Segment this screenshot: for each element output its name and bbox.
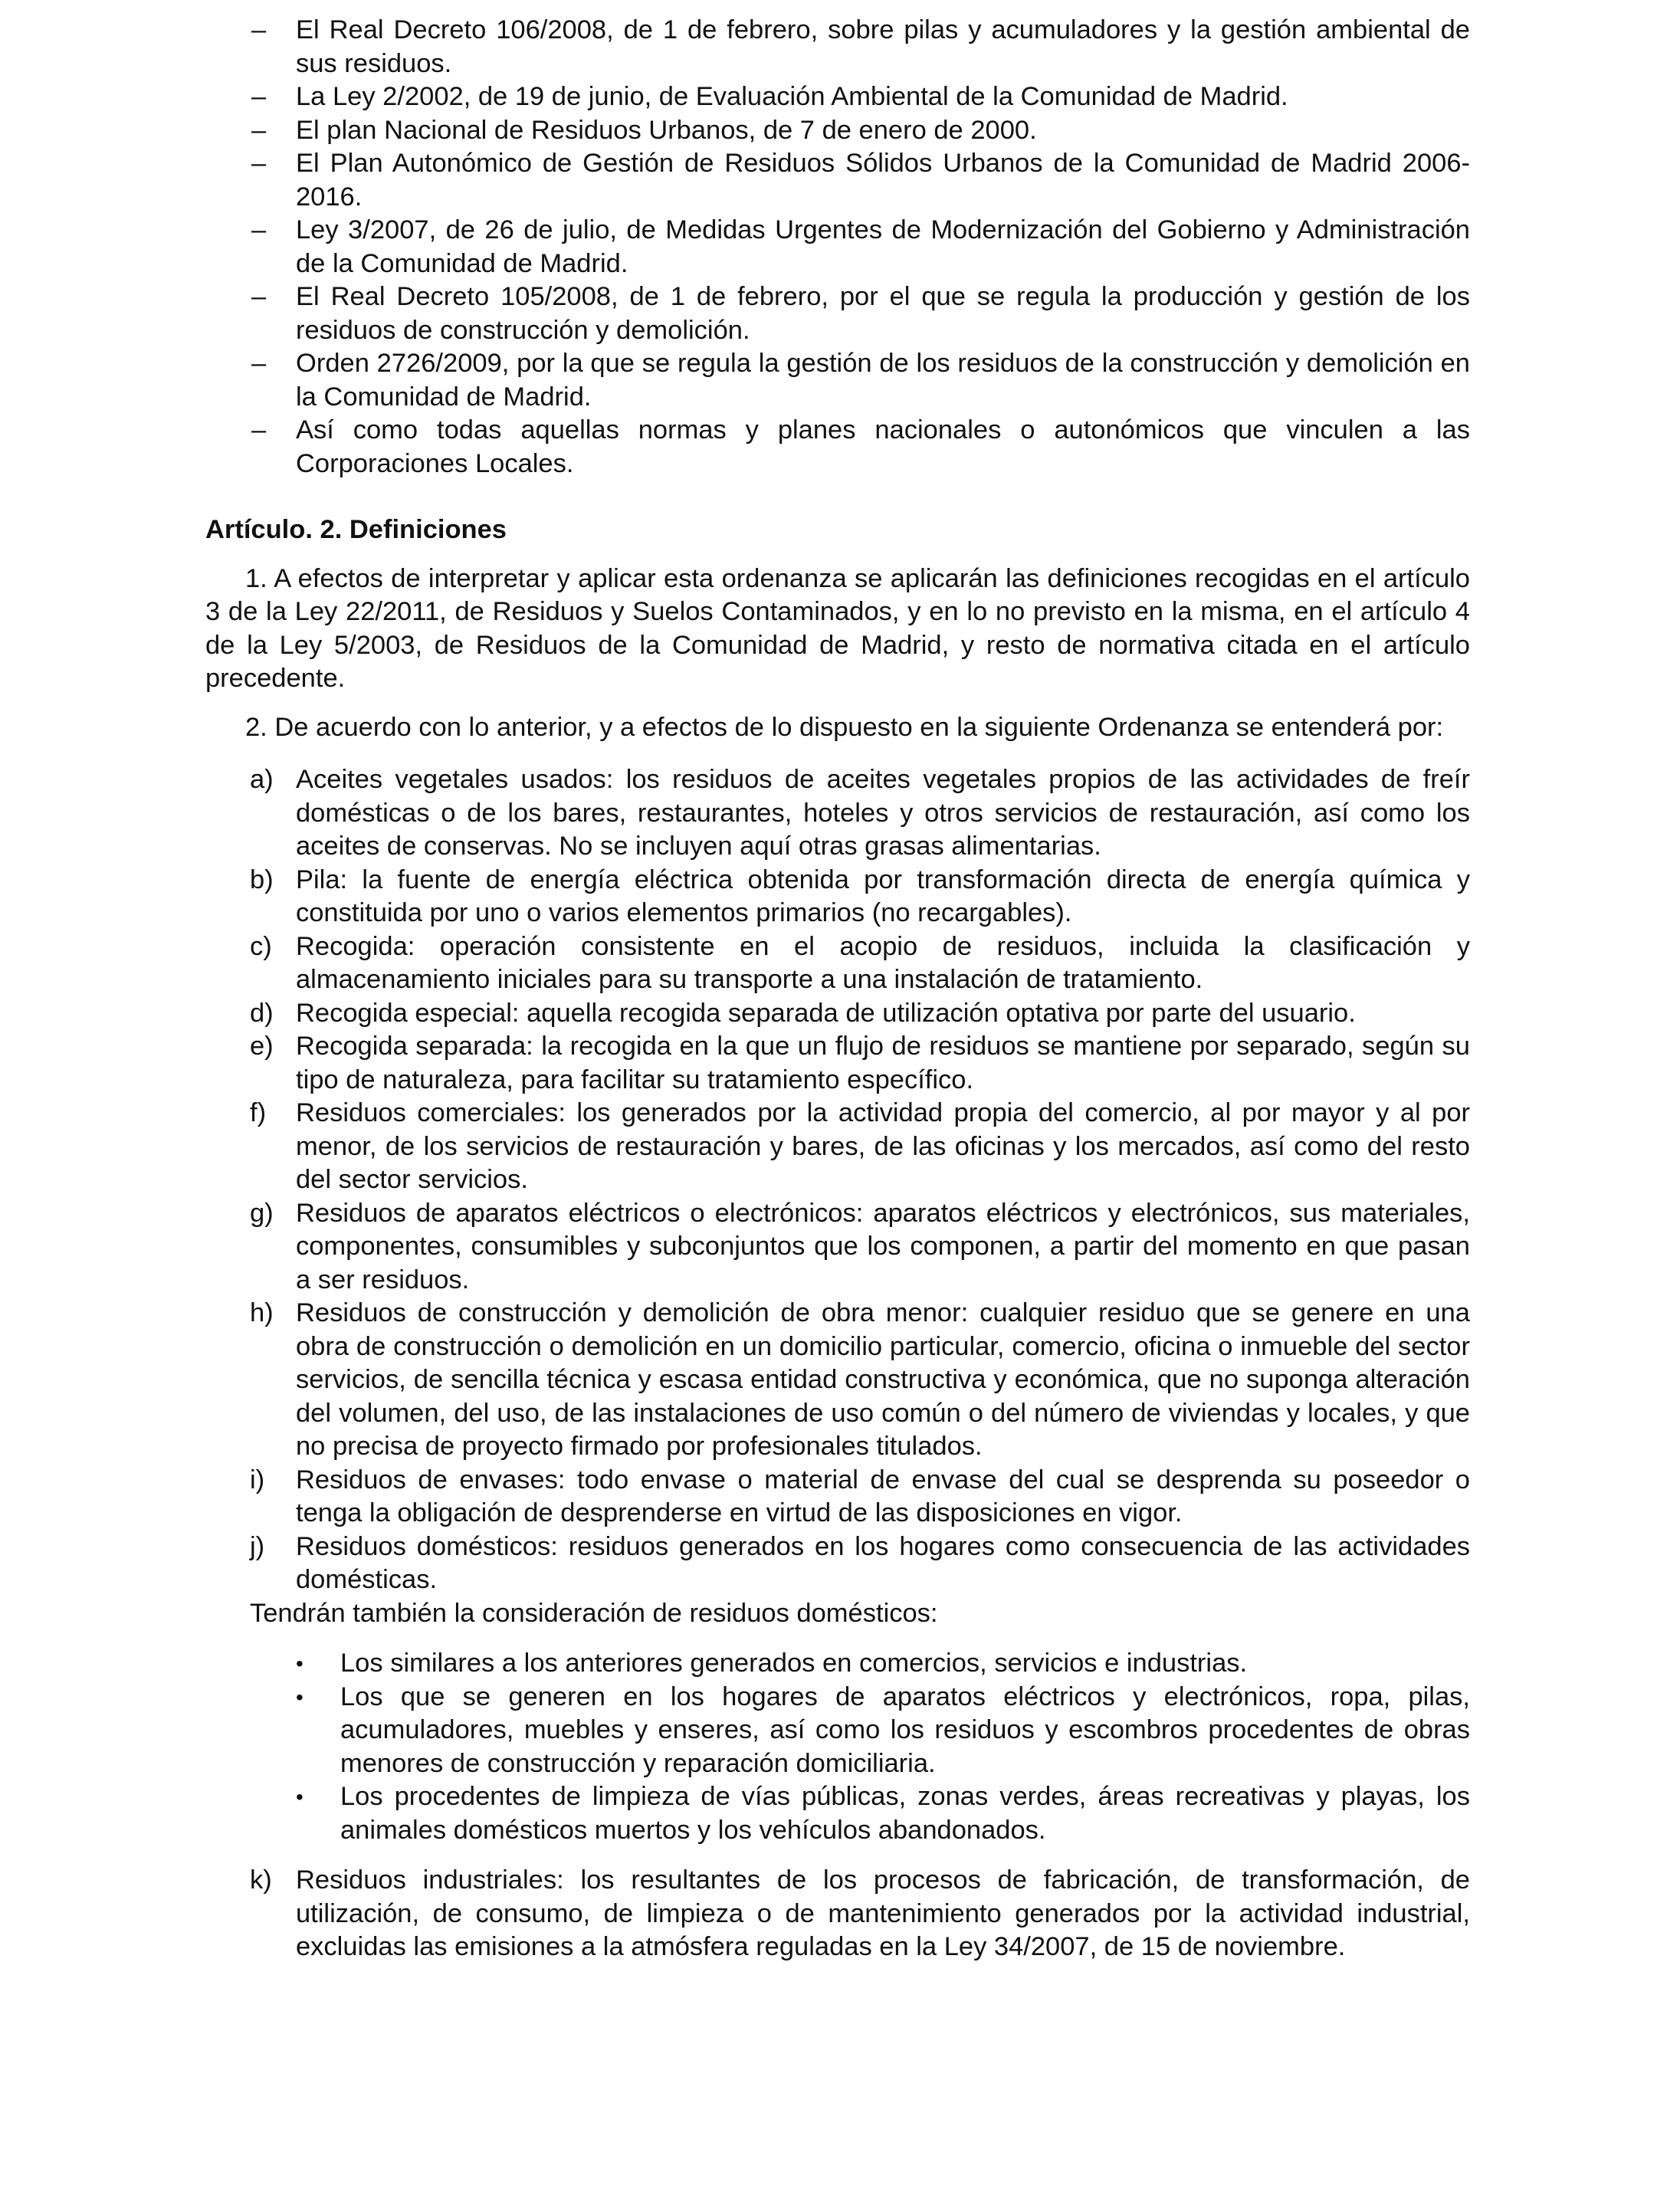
definition-text: Recogida separada: la recogida en la que un flujo de residuos se mantiene por separado, según su tipo de naturaleza, para facilitar su tratamiento específico. (296, 1032, 1470, 1094)
list-item (205, 14, 1470, 80)
dash-marker: – (251, 115, 267, 145)
definition-text: Residuos domésticos: residuos generados en los hogares como consecuencia de las actividades domésticas. (296, 1531, 1470, 1594)
domestic-waste-list (205, 1647, 1470, 1847)
list-item (205, 347, 1470, 414)
bullet-text: Los similares a los anteriores generados en comercios, servicios e industrias. (340, 1649, 1248, 1678)
dash-marker: – (251, 215, 267, 244)
definition-text: Recogida especial: aquella recogida separada de utilización optativa por parte del usuario. (296, 998, 1356, 1028)
definition-item (205, 1297, 1470, 1464)
definition-marker: i) (250, 1465, 265, 1495)
bullet-marker: • (296, 1652, 304, 1675)
definition-text: Residuos de aparatos eléctricos o electrónicos: aparatos eléctricos y electrónicos, sus materiales, componentes, consumibles y subconjuntos que los componen, a partir del momento en que pasan a ser residuos. (296, 1198, 1470, 1294)
definition-item (205, 1197, 1470, 1298)
bullet-marker: • (296, 1685, 304, 1709)
definition-item (205, 1097, 1470, 1197)
list-item (205, 114, 1470, 148)
list-item-text: El Real Decreto 106/2008, de 1 de febrero, sobre pilas y acumuladores y la gestión ambiental de sus residuos. (296, 15, 1470, 78)
definition-marker: e) (250, 1032, 274, 1061)
list-item (205, 147, 1470, 214)
definition-item (205, 1464, 1470, 1531)
definition-item (205, 763, 1470, 864)
definition-marker: g) (250, 1198, 274, 1228)
dash-marker: – (251, 282, 267, 311)
definition-item (205, 930, 1470, 997)
definition-text: Residuos industriales: los resultantes de los procesos de fabricación, de transformación, de utilización, de consumo, de limpieza o de mantenimiento generados por la actividad industrial, excluidas las emisiones a la atmósfera reguladas en la Ley 34/2007, de 15 de noviembre. (296, 1865, 1470, 1961)
definitions-list-continued (205, 1864, 1470, 1964)
bullet-item (205, 1681, 1470, 1781)
paragraph-2: 2. De acuerdo con lo anterior, y a efectos de lo dispuesto en la siguiente Ordenanza se entenderá por: (245, 712, 1444, 742)
definition-item (205, 1030, 1470, 1097)
list-item-text: El plan Nacional de Residuos Urbanos, de 7 de enero de 2000. (296, 115, 1037, 145)
definition-text: Pila: la fuente de energía eléctrica obtenida por transformación directa de energía química y constituida por uno o varios elementos primarios (no recargables). (296, 865, 1470, 927)
definition-marker: b) (250, 865, 274, 894)
definition-marker: f) (250, 1098, 267, 1127)
definitions-list (205, 763, 1470, 1597)
definition-item (205, 997, 1470, 1031)
definition-marker: c) (250, 931, 272, 961)
definition-item (205, 1864, 1470, 1964)
definition-item (205, 864, 1470, 930)
dash-marker: – (251, 349, 267, 378)
list-item (205, 214, 1470, 281)
definition-text: Recogida: operación consistente en el acopio de residuos, incluida la clasificación y almacenamiento iniciales para su transporte a una instalación de tratamiento. (296, 931, 1470, 994)
definition-marker: k) (250, 1865, 272, 1895)
definition-marker: d) (250, 998, 274, 1028)
bullet-text: Los que se generen en los hogares de aparatos eléctricos y electrónicos, ropa, pilas, acumuladores, muebles y enseres, así como los residuos y escombros procedentes de obras menores de construcción y reparación domiciliaria. (340, 1682, 1470, 1778)
article-heading: Artículo. 2. Definiciones (205, 515, 507, 544)
paragraph-1: 1. A efectos de interpretar y aplicar esta ordenanza se aplicarán las definiciones recogidas en el artículo 3 de la Ley 22/2011, de Residuos y Suelos Contaminados, y en lo no previsto en la misma, en el artículo 4 de la Ley 5/2003, de Residuos de la Comunidad de Madrid, y resto de normativa citada en el artículo precedente. (205, 563, 1470, 693)
list-item (205, 281, 1470, 347)
definition-item (205, 1531, 1470, 1597)
document-page (205, 14, 1470, 1964)
list-item-text: El Plan Autonómico de Gestión de Residuos Sólidos Urbanos de la Comunidad de Madrid 2006-2016. (296, 149, 1470, 212)
definition-marker: h) (250, 1298, 274, 1327)
dash-marker: – (251, 415, 267, 445)
definition-text: Residuos de construcción y demolición de obra menor: cualquier residuo que se genere en una obra de construcción o demolición en un domicilio particular, comercio, oficina o inmueble del sector servicios, de sencilla técnica y escasa entidad constructiva y económica, que no suponga alteración del volumen, del uso, de las instalaciones de uso común o del número de viviendas y locales, y que no precisa de proyecto firmado por profesionales titulados. (296, 1298, 1470, 1461)
domestic-waste-intro: Tendrán también la consideración de residuos domésticos: (250, 1598, 938, 1628)
dash-marker: – (251, 15, 267, 44)
bullet-item (205, 1780, 1470, 1847)
definition-marker: j) (250, 1531, 265, 1561)
list-item (205, 414, 1470, 481)
definition-text: Residuos comerciales: los generados por la actividad propia del comercio, al por mayor y al por menor, de los servicios de restauración y bares, de las oficinas y los mercados, así como del resto del sector servicios. (296, 1098, 1470, 1194)
definition-marker: a) (250, 765, 274, 794)
definition-text: Residuos de envases: todo envase o material de envase del cual se desprenda su poseedor o tenga la obligación de desprenderse en virtud de las disposiciones en vigor. (296, 1465, 1470, 1527)
bullet-item (205, 1647, 1470, 1681)
list-item-text: El Real Decreto 105/2008, de 1 de febrero, por el que se regula la producción y gestión de los residuos de construcción y demolición. (296, 282, 1470, 345)
list-item-text: Así como todas aquellas normas y planes nacionales o autonómicos que vinculen a las Corporaciones Locales. (296, 415, 1470, 478)
list-item (205, 80, 1470, 114)
dash-marker: – (251, 82, 267, 111)
definition-text: Aceites vegetales usados: los residuos de aceites vegetales propios de las actividades de freír domésticas o de los bares, restaurantes, hoteles y otros servicios de restauración, así como los aceites de conservas. No se incluyen aquí otras grasas alimentarias. (296, 765, 1470, 861)
dash-marker: – (251, 149, 267, 178)
legislation-list (205, 14, 1470, 481)
bullet-marker: • (296, 1785, 304, 1809)
list-item-text: Orden 2726/2009, por la que se regula la gestión de los residuos de la construcción y demolición en la Comunidad de Madrid. (296, 349, 1470, 412)
list-item-text: Ley 3/2007, de 26 de julio, de Medidas Urgentes de Modernización del Gobierno y Administración de la Comunidad de Madrid. (296, 215, 1470, 278)
list-item-text: La Ley 2/2002, de 19 de junio, de Evaluación Ambiental de la Comunidad de Madrid. (296, 82, 1288, 111)
bullet-text: Los procedentes de limpieza de vías públicas, zonas verdes, áreas recreativas y playas, los animales domésticos muertos y los vehículos abandonados. (340, 1782, 1470, 1845)
